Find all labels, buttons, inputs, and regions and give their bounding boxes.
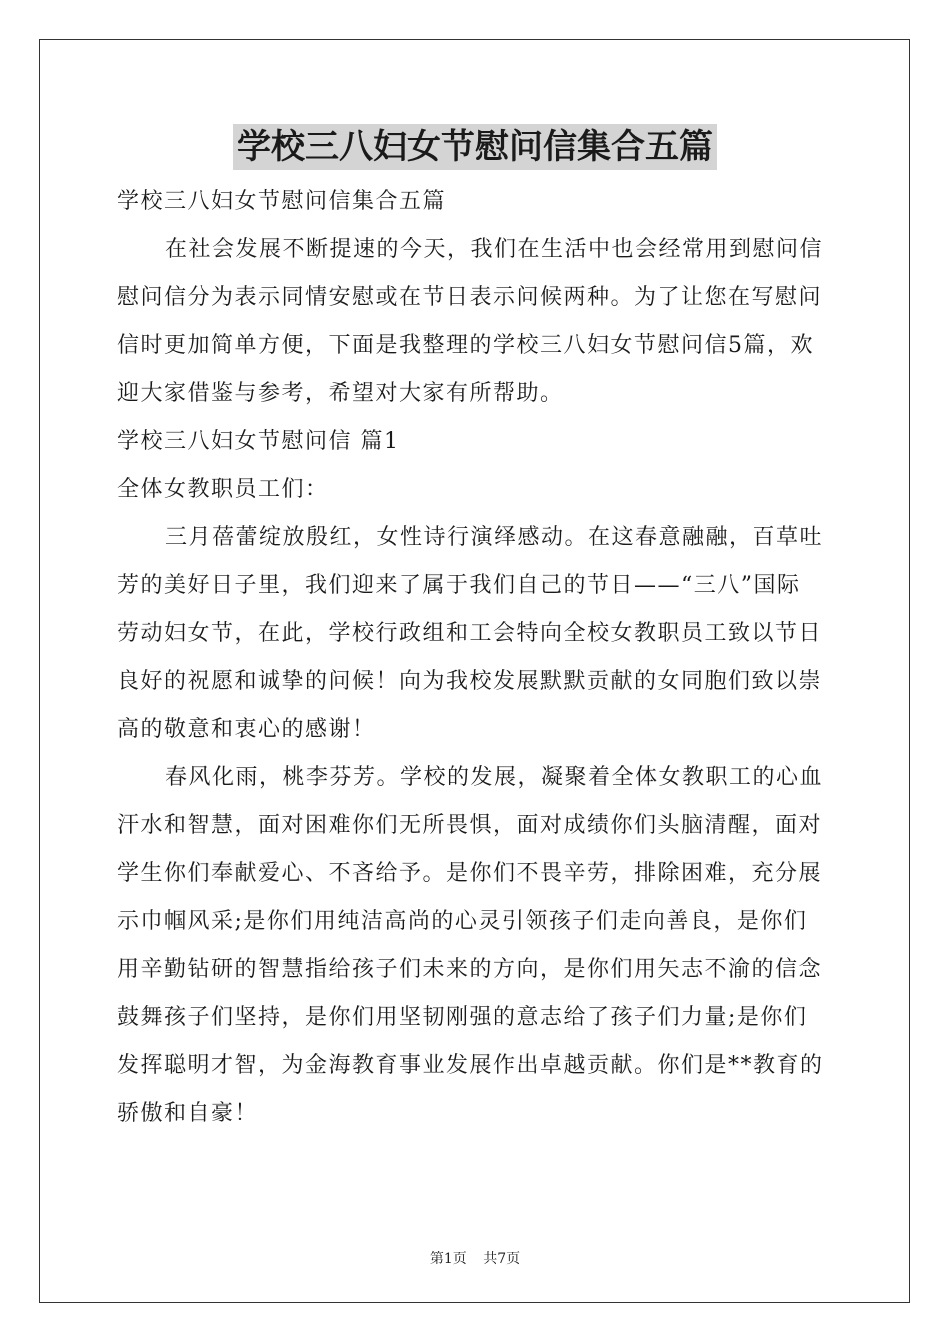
- section-heading: 学校三八妇女节慰问信 篇1: [117, 429, 400, 454]
- text-line: 劳动妇女节，在此，学校行政组和工会特向全校女教职员工致以节日: [117, 621, 823, 646]
- text-line: 鼓舞孩子们坚持，是你们用坚韧刚强的意志给了孩子们力量;是你们: [117, 1005, 808, 1030]
- text-line: 迎大家借鉴与参考，希望对大家有所帮助。: [117, 381, 564, 406]
- document-body: [117, 178, 835, 1138]
- text-line: 春风化雨，桃李芬芳。学校的发展，凝聚着全体女教职工的心血: [165, 765, 824, 790]
- page-number: 第1页: [429, 1251, 467, 1267]
- text-line: 骄傲和自豪！: [117, 1101, 259, 1126]
- page-total: 共7页: [483, 1251, 521, 1267]
- page-footer: [0, 1248, 950, 1268]
- text-line: 发挥聪明才智，为金海教育事业发展作出卓越贡献。你们是**教育的: [117, 1053, 824, 1078]
- text-line: 三月蓓蕾绽放殷红，女性诗行演绎感动。在这春意融融，百草吐: [165, 525, 824, 550]
- salutation: 全体女教职员工们：: [117, 477, 329, 502]
- text-line: 信时更加简单方便，下面是我整理的学校三八妇女节慰问信5篇，欢: [117, 333, 814, 358]
- text-line: 高的敬意和衷心的感谢！: [117, 717, 376, 742]
- document-title: 学校三八妇女节慰问信集合五篇: [233, 124, 717, 170]
- document-subtitle: 学校三八妇女节慰问信集合五篇: [117, 189, 447, 214]
- text-line: 慰问信分为表示同情安慰或在节日表示问候两种。为了让您在写慰问: [117, 285, 823, 310]
- text-line: 良好的祝愿和诚挚的问候！向为我校发展默默贡献的女同胞们致以崇: [117, 669, 823, 694]
- text-line: 用辛勤钻研的智慧指给孩子们未来的方向，是你们用矢志不渝的信念: [117, 957, 823, 982]
- paragraph-2: [117, 754, 835, 1138]
- intro-paragraph: [117, 226, 835, 418]
- text-line: 示巾帼风采;是你们用纯洁高尚的心灵引领孩子们走向善良，是你们: [117, 909, 808, 934]
- text-line: 芳的美好日子里，我们迎来了属于我们自己的节日——“三八”国际: [117, 573, 801, 598]
- text-line: 学生你们奉献爱心、不吝给予。是你们不畏辛劳，排除困难，充分展: [117, 861, 823, 886]
- text-line: 汗水和智慧，面对困难你们无所畏惧，面对成绩你们头脑清醒，面对: [117, 813, 823, 838]
- paragraph-1: [117, 514, 835, 754]
- text-line: 在社会发展不断提速的今天，我们在生活中也会经常用到慰问信: [165, 237, 824, 262]
- title-area: [0, 124, 950, 170]
